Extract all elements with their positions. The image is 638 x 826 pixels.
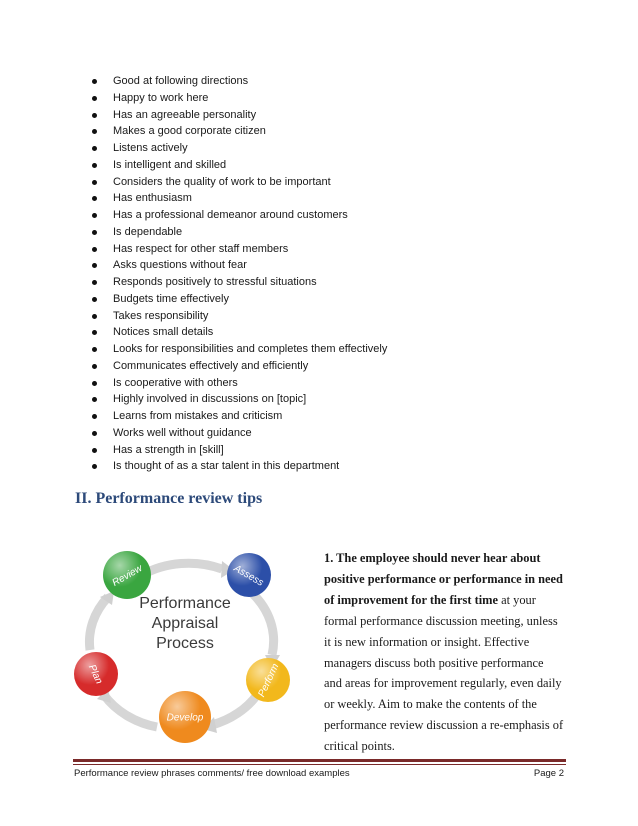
- list-item-text: Has an agreeable personality: [113, 108, 257, 121]
- bullet-dot-icon: [92, 464, 97, 469]
- list-item-text: Budgets time effectively: [113, 292, 229, 305]
- diagram-center-line: Process: [156, 635, 214, 652]
- tip-bold-text: 1. The employee should never hear about positive performance or performance in need of improvement for the first time: [324, 551, 563, 607]
- section-heading: II. Performance review tips: [75, 490, 263, 507]
- list-item-text: Asks questions without fear: [113, 259, 247, 272]
- bullet-dot-icon: [92, 129, 97, 134]
- list-item-text: Takes responsibility: [113, 309, 209, 322]
- list-item: [92, 425, 387, 442]
- list-item-text: Makes a good corporate citizen: [113, 125, 266, 138]
- list-item: [92, 174, 387, 191]
- stage-plan: [74, 652, 118, 696]
- list-item: [92, 442, 387, 459]
- stage-label: Assess: [231, 563, 266, 589]
- list-item: [92, 140, 387, 157]
- bullet-dot-icon: [92, 364, 97, 369]
- bullet-dot-icon: [92, 347, 97, 352]
- list-item-text: Has enthusiasm: [113, 192, 192, 205]
- list-item: [92, 408, 387, 425]
- bullet-dot-icon: [92, 96, 97, 101]
- bullet-dot-icon: [92, 180, 97, 185]
- bullet-dot-icon: [92, 448, 97, 453]
- bullet-dot-icon: [92, 213, 97, 218]
- bullet-dot-icon: [92, 79, 97, 84]
- list-item-text: Works well without guidance: [113, 426, 252, 439]
- list-item: [92, 123, 387, 140]
- stage-assess: [227, 553, 271, 597]
- bullet-dot-icon: [92, 297, 97, 302]
- list-item-text: Is dependable: [113, 225, 183, 238]
- list-item-text: Listens actively: [113, 142, 188, 154]
- bullet-dot-icon: [92, 280, 97, 285]
- performance-appraisal-diagram: [72, 545, 302, 743]
- list-item-text: Happy to work here: [113, 91, 209, 104]
- tip-body-text: at your formal performance discussion meeting, unless it is new information or insight. Effective managers discuss both positive performance and areas for improvement regularly, even daily or weekly. Aim to make the contents of the performance review discussion a re-emphasis of critical points.: [324, 592, 564, 754]
- list-item: [92, 107, 387, 124]
- bullet-dot-icon: [92, 113, 97, 118]
- list-item-text: Notices small details: [113, 326, 214, 339]
- bullet-dot-icon: [92, 314, 97, 319]
- bullet-dot-icon: [92, 330, 97, 335]
- stage-perform: [246, 658, 290, 702]
- stage-label: Plan: [85, 663, 105, 686]
- list-item: [92, 157, 387, 174]
- list-item-text: Is thought of as a star talent in this department: [113, 460, 340, 473]
- list-item: [92, 257, 387, 274]
- diagram-center-text: [139, 595, 231, 652]
- list-item: [92, 190, 387, 207]
- bullet-dot-icon: [92, 414, 97, 419]
- diagram-center-line: Performance: [139, 595, 231, 612]
- list-item-text: Communicates effectively and efficiently: [113, 359, 309, 372]
- list-item-text: Good at following directions: [113, 75, 249, 87]
- bullet-dot-icon: [92, 230, 97, 235]
- bullet-dot-icon: [92, 196, 97, 201]
- list-item: [92, 241, 387, 258]
- footer-rule: [73, 759, 566, 762]
- list-item: [92, 308, 387, 325]
- list-item-text: Highly involved in discussions on [topic]: [113, 393, 307, 406]
- footer-rule-thin: [73, 764, 566, 765]
- page-number: Page 2: [533, 768, 564, 779]
- list-item: [92, 341, 387, 358]
- stage-label: Review: [110, 562, 145, 589]
- stage-review: [103, 551, 151, 599]
- list-item: [92, 90, 387, 107]
- list-item-text: Considers the quality of work to be important: [113, 175, 331, 188]
- stage-label: Perform: [256, 661, 282, 699]
- list-item-text: Learns from mistakes and criticism: [113, 410, 283, 422]
- footer-title: Performance review phrases comments/ free download examples: [74, 768, 350, 779]
- list-item-text: Has respect for other staff members: [113, 242, 289, 255]
- bullet-dot-icon: [92, 397, 97, 402]
- stage-label: Develop: [166, 712, 204, 724]
- list-item-text: Responds positively to stressful situations: [113, 276, 317, 288]
- list-item-text: Looks for responsibilities and completes them effectively: [113, 343, 388, 355]
- diagram-center-line: Appraisal: [151, 615, 219, 632]
- list-item: [92, 324, 387, 341]
- list-item: [92, 274, 387, 291]
- bullet-dot-icon: [92, 247, 97, 252]
- list-item: [92, 375, 387, 392]
- bullet-dot-icon: [92, 163, 97, 168]
- bullet-list: [92, 73, 387, 475]
- list-item-text: Is intelligent and skilled: [113, 158, 227, 171]
- bullet-dot-icon: [92, 263, 97, 268]
- bullet-dot-icon: [92, 431, 97, 436]
- stage-develop: [159, 691, 211, 743]
- bullet-dot-icon: [92, 381, 97, 386]
- list-item: [92, 207, 387, 224]
- list-item: [92, 458, 387, 475]
- list-item-text: Has a professional demeanor around customers: [113, 209, 348, 221]
- list-item: [92, 358, 387, 375]
- tip-paragraph: [324, 548, 564, 757]
- list-item: [92, 224, 387, 241]
- list-item: [92, 73, 387, 90]
- list-item-text: Has a strength in [skill]: [113, 443, 224, 456]
- list-item-text: Is cooperative with others: [113, 376, 238, 389]
- bullet-dot-icon: [92, 146, 97, 151]
- list-item: [92, 291, 387, 308]
- list-item: [92, 391, 387, 408]
